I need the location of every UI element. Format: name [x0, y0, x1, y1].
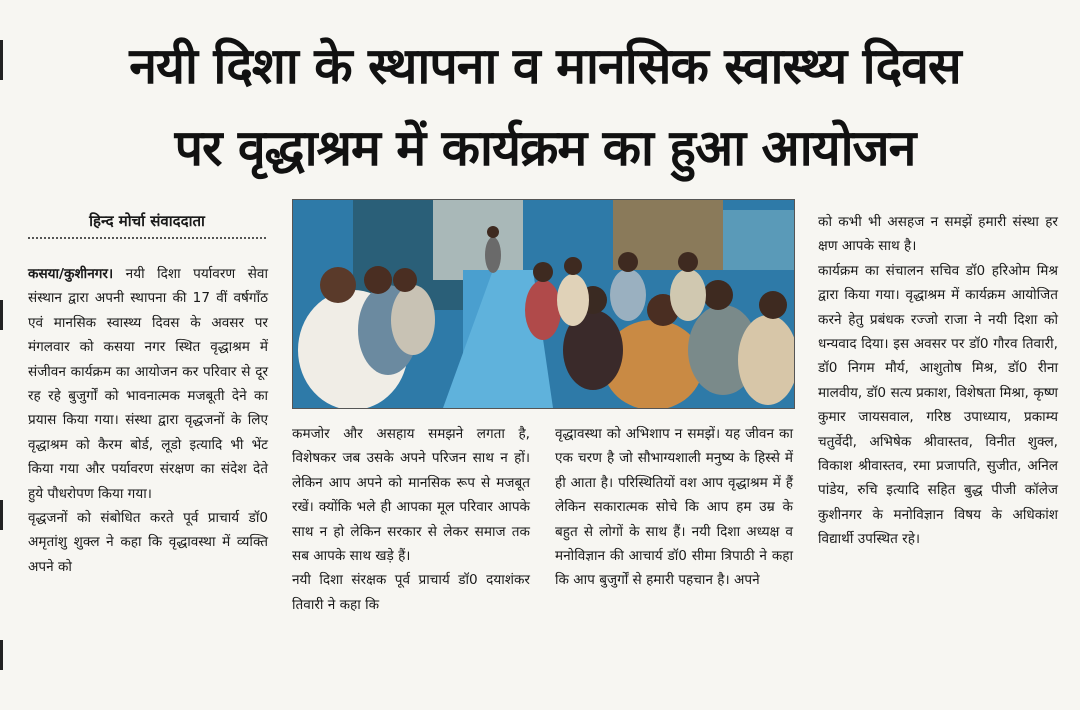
byline: हिन्द मोर्चा संवाददाता [28, 211, 266, 239]
article-column-4 [818, 210, 1058, 552]
page-edge-mark [0, 640, 3, 670]
article-paragraph: को कभी भी असहज न समझें हमारी संस्था हर क्षण आपके साथ है। [818, 214, 1058, 255]
dateline: कसया/कुशीनगर। [28, 266, 114, 282]
article-paragraph: कमजोर और असहाय समझने लगता है, विशेषकर जब उसके अपने परिजन साथ न हों। लेकिन आप अपने को मानसिक रूप से मजबूत रखें। क्योंकि भले ही आपका मूल परिवार आपके साथ न हो लेकिन सरकार से लेकर समाज तक सब आपके साथ खड़े हैं। [292, 426, 530, 565]
page-edge-mark [0, 500, 3, 530]
article-paragraph: वृद्धावस्था को अभिशाप न समझें। यह जीवन का एक चरण है जो सौभाग्यशाली मनुष्य के हिस्से में ही आता है। परिस्थितियों वश आप वृद्धाश्रम में हैं लेकिन सकारात्मक सोचे कि आप हम उम्र के बहुत से लोगों के साथ हैं। नयी दिशा अध्यक्ष व मनोविज्ञान की आचार्य डॉ0 सीमा त्रिपाठी ने कहा कि आप बुजुर्गों से हमारी पहचान है। अपने [555, 426, 793, 589]
page-edge-mark [0, 300, 3, 330]
article-paragraph: नयी दिशा संरक्षक पूर्व प्राचार्य डॉ0 दयाशंकर तिवारी ने कहा कि [292, 572, 530, 613]
article-column-3 [555, 422, 793, 593]
event-photo [292, 199, 795, 409]
article-paragraph: वृद्धजनों को संबोधित करते पूर्व प्राचार्य डॉ0 अमृतांशु शुक्ल ने कहा कि वृद्धावस्था में व्यक्ति अपने को [28, 510, 268, 575]
headline-line-1: नयी दिशा के स्थापना व मानसिक स्वास्थ्य दिवस [129, 37, 961, 95]
headline-line-2: पर वृद्धाश्रम में कार्यक्रम का हुआ आयोजन [174, 119, 916, 177]
page-edge-mark [0, 40, 3, 80]
event-photo-illustration [293, 200, 794, 408]
article-column-2 [292, 422, 530, 617]
article-paragraph [28, 262, 268, 506]
article-paragraph: कार्यक्रम का संचालन सचिव डॉ0 हरिओम मिश्र द्वारा किया गया। वृद्धाश्रम में कार्यक्रम आयोजित करने हेतु प्रबंधक रज्जो राजा ने नयी दिशा को धन्यवाद दिया। इस अवसर पर डॉ0 गौरव तिवारी, डॉ0 निगम मौर्य, आशुतोष मिश्र, डॉ0 रीना मालवीय, डॉ0 सत्य प्रकाश, विशेषता मिश्रा, कृष्ण कुमार जायसवाल, गरिष्ठ उपाध्याय, प्रकाम्य चतुर्वेदी, अभिषेक श्रीवास्तव, विनीत शुक्ल, विकाश श्रीवास्तव, रमा प्रजापति, सुजीत, अनिल पांडेय, रुचि इत्यादि सहित बुद्ध पीजी कॉलेज कुशीनगर के मनोविज्ञान विषय के अधिकांश विद्यार्थी उपस्थित रहे। [818, 262, 1058, 548]
article-column-1 [28, 262, 268, 579]
paragraph-text: नयी दिशा पर्यावरण सेवा संस्थान द्वारा अपनी स्थापना की 17 वीं वर्षगाँठ एवं मानसिक स्वास्थ्य दिवस के अवसर पर मंगलवार को कसया नगर स्थित वृद्धाश्रम में संजीवन कार्यक्रम का आयोजन कर परिवार से दूर रह रहे बुजुर्गों को भावनात्मक मजबूती देने का प्रयास किया गया। संस्था द्वारा वृद्धजनों के लिए वृद्धाश्रम को कैरम बोर्ड, लूडो इत्यादि भी भेंट किया गया और पर्यावरण संरक्षण का संदेश देते हुये पौधरोपण किया गया। [28, 266, 268, 502]
